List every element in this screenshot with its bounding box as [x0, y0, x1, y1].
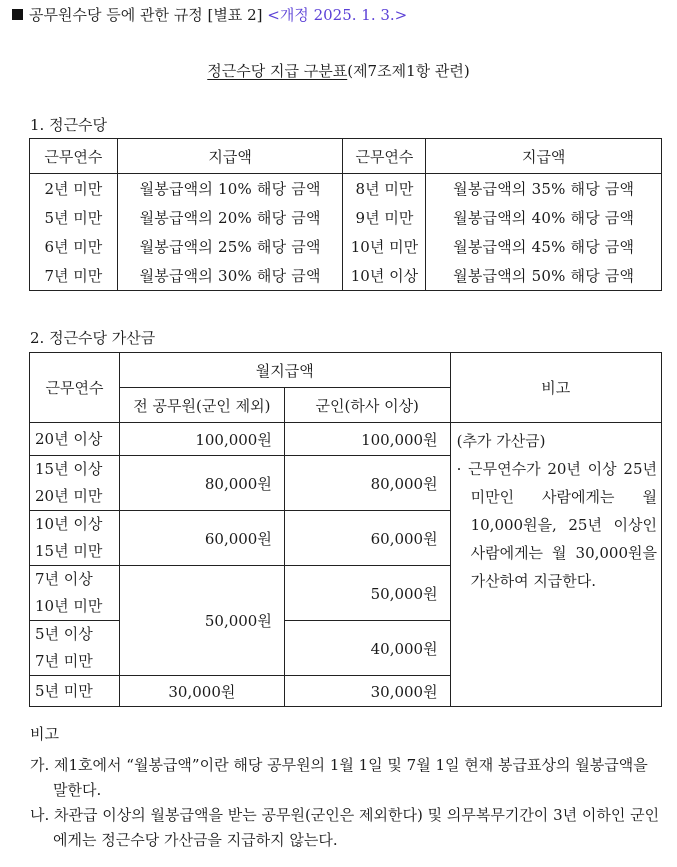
amount-cell: 월봉급액의 20% 해당 금액	[117, 203, 343, 232]
years-cell: 8년 미만	[343, 174, 426, 204]
amount-cell: 월봉급액의 40% 해당 금액	[426, 203, 662, 232]
table-row	[30, 232, 662, 261]
years-cell: 5년 미만	[30, 676, 120, 707]
civil-amount-cell: 60,000원	[119, 511, 284, 566]
years-cell: 6년 미만	[30, 232, 118, 261]
amount-cell: 월봉급액의 35% 해당 금액	[426, 174, 662, 204]
table-row	[30, 423, 662, 456]
table-row	[30, 174, 662, 204]
civil-amount-cell: 50,000원	[119, 566, 284, 676]
allowance-table	[29, 138, 662, 291]
civil-amount-cell: 80,000원	[119, 456, 284, 511]
years-cell: 20년 이상	[30, 423, 120, 456]
years-cell: 5년 이상 7년 미만	[30, 621, 120, 676]
remark-body: · 근무연수가 20년 이상 25년 미만인 사람에게는 월 10,000원을, 25년 이상인 사람에게는 월 30,000원을 가산하여 지급한다.	[456, 460, 657, 590]
table-title-main: 정근수당 지급 구분표	[207, 62, 348, 80]
military-amount-cell: 60,000원	[284, 511, 450, 566]
amount-cell: 월봉급액의 50% 해당 금액	[426, 261, 662, 291]
col-header-remarks: 비고	[450, 353, 661, 423]
years-cell: 10년 이상	[343, 261, 426, 291]
table-header-row	[30, 353, 662, 388]
civil-amount-cell: 100,000원	[119, 423, 284, 456]
additional-allowance-table	[29, 352, 662, 707]
table-row	[30, 261, 662, 291]
table-row	[30, 203, 662, 232]
regulation-title: 공무원수당 등에 관한 규정 [별표 2]	[29, 6, 263, 24]
col-header-years: 근무연수	[343, 139, 426, 174]
amount-cell: 월봉급액의 45% 해당 금액	[426, 232, 662, 261]
document-header	[12, 4, 407, 25]
years-cell: 10년 미만	[343, 232, 426, 261]
remark-title: (추가 가산금)	[456, 432, 546, 450]
col-header-amount: 지급액	[117, 139, 343, 174]
military-amount-cell: 50,000원	[284, 566, 450, 621]
years-cell: 5년 미만	[30, 203, 118, 232]
civil-amount-cell: 30,000원	[119, 676, 284, 707]
years-cell: 2년 미만	[30, 174, 118, 204]
amount-cell: 월봉급액의 30% 해당 금액	[117, 261, 343, 291]
table-header-row	[30, 139, 662, 174]
amendment-link[interactable]: <개정 2025. 1. 3.>	[267, 6, 408, 24]
amount-cell: 월봉급액의 25% 해당 금액	[117, 232, 343, 261]
section2-title: 2. 정근수당 가산금	[30, 329, 156, 347]
years-cell: 7년 이상 10년 미만	[30, 566, 120, 621]
table-title	[0, 60, 677, 81]
col-header-amount: 지급액	[426, 139, 662, 174]
col-header-years: 근무연수	[30, 353, 120, 423]
years-cell: 15년 이상 20년 미만	[30, 456, 120, 511]
notes-title: 비고	[30, 725, 59, 743]
section1-title: 1. 정근수당	[30, 116, 108, 134]
years-cell: 7년 미만	[30, 261, 118, 291]
notes-section	[30, 722, 660, 853]
years-cell: 10년 이상 15년 미만	[30, 511, 120, 566]
col-header-civil: 전 공무원(군인 제외)	[119, 388, 284, 423]
table-title-ref: (제7조제1항 관련)	[347, 62, 470, 80]
military-amount-cell: 100,000원	[284, 423, 450, 456]
col-header-military: 군인(하사 이상)	[284, 388, 450, 423]
years-cell: 9년 미만	[343, 203, 426, 232]
amount-cell: 월봉급액의 10% 해당 금액	[117, 174, 343, 204]
col-header-monthly: 월지급액	[119, 353, 450, 388]
note-item: 나. 차관급 이상의 월봉급액을 받는 공무원(군인은 제외한다) 및 의무복무기간이 3년 이하인 군인에게는 정근수당 가산금을 지급하지 않는다.	[30, 806, 660, 849]
note-item: 가. 제1호에서 “월봉급액”이란 해당 공무원의 1월 1일 및 7월 1일 현재 봉급표상의 월봉급액을 말한다.	[30, 756, 648, 799]
col-header-years: 근무연수	[30, 139, 118, 174]
black-square-icon	[12, 9, 23, 20]
military-amount-cell: 30,000원	[284, 676, 450, 707]
military-amount-cell: 40,000원	[284, 621, 450, 676]
military-amount-cell: 80,000원	[284, 456, 450, 511]
remarks-cell	[450, 423, 661, 707]
